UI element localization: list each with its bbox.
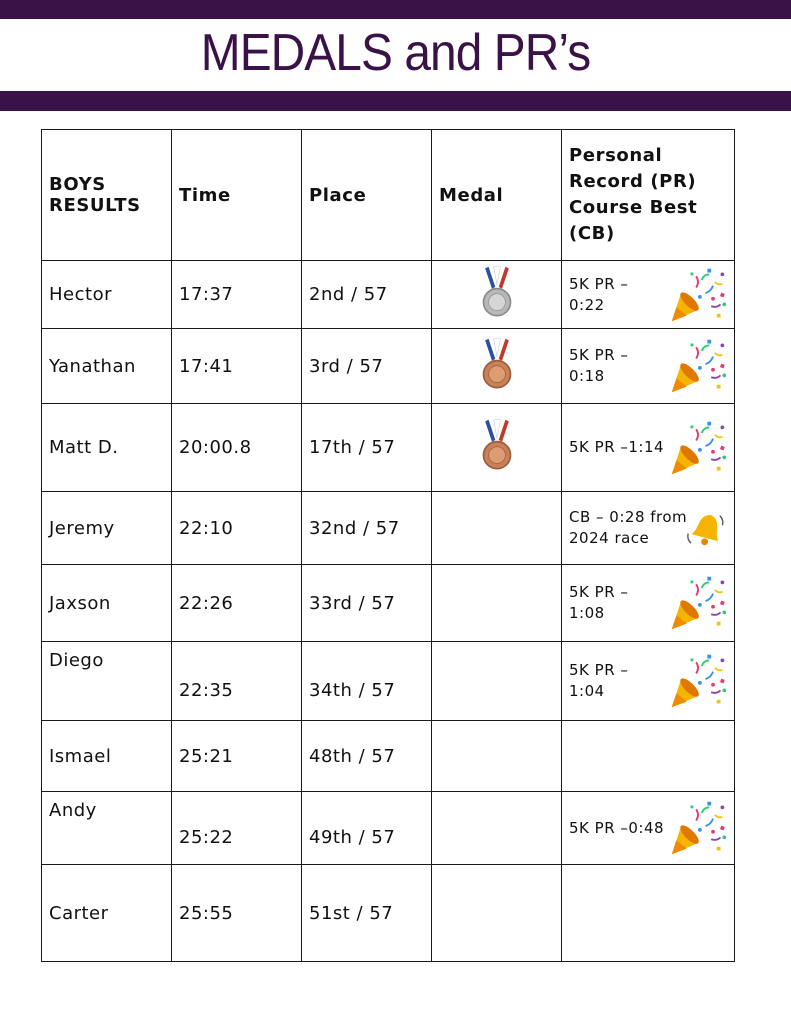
header-row	[42, 130, 735, 261]
table-row	[42, 792, 735, 865]
runner-name: Carter	[42, 865, 172, 962]
pr-cell	[562, 404, 735, 492]
runner-name: Jaxson	[42, 565, 172, 642]
header-time: Time	[172, 130, 302, 261]
runner-time	[172, 642, 302, 721]
bottom-band	[0, 91, 791, 111]
runner-time: 25:21	[172, 721, 302, 792]
medal-cell	[432, 492, 562, 565]
runner-place-text: 49th / 57	[309, 826, 396, 848]
pr-text: 5K PR – 1:08	[569, 583, 629, 622]
runner-place: 3rd / 57	[302, 329, 432, 404]
results-table	[41, 129, 735, 962]
pr-text: 5K PR – 0:22	[569, 274, 629, 314]
table-row	[42, 329, 735, 404]
medal-cell	[432, 792, 562, 865]
bronze-medal-icon	[480, 418, 514, 472]
party-popper-icon	[668, 798, 728, 858]
medal-cell	[432, 565, 562, 642]
runner-place: 51st / 57	[302, 865, 432, 962]
runner-name: Ismael	[42, 721, 172, 792]
runner-name: Hector	[42, 261, 172, 329]
runner-name: Diego	[42, 642, 172, 721]
runner-place: 2nd / 57	[302, 261, 432, 329]
pr-cell	[562, 792, 735, 865]
header-medal: Medal	[432, 130, 562, 261]
medal-cell	[432, 404, 562, 492]
pr-cell	[562, 329, 735, 404]
runner-place: 33rd / 57	[302, 565, 432, 642]
runner-name: Yanathan	[42, 329, 172, 404]
top-band	[0, 0, 791, 19]
table-row	[42, 492, 735, 565]
runner-place: 32nd / 57	[302, 492, 432, 565]
bronze-medal-icon	[480, 337, 514, 391]
party-popper-icon	[668, 651, 728, 711]
pr-text: 5K PR – 1:04	[569, 661, 629, 700]
runner-time	[172, 792, 302, 865]
pr-cell	[562, 492, 735, 565]
pr-text: CB – 0:28 from 2024 race	[569, 508, 688, 547]
runner-time: 17:37	[172, 261, 302, 329]
pr-cell	[562, 721, 735, 792]
medal-cell	[432, 642, 562, 721]
runner-name: Matt D.	[42, 404, 172, 492]
runner-place: 17th / 57	[302, 404, 432, 492]
table-row	[42, 565, 735, 642]
table-row	[42, 865, 735, 962]
party-popper-icon	[668, 265, 728, 325]
pr-text: 5K PR –1:14	[569, 438, 665, 456]
party-popper-icon	[668, 336, 728, 396]
runner-name: Jeremy	[42, 492, 172, 565]
runner-time: 20:00.8	[172, 404, 302, 492]
pr-text: 5K PR – 0:18	[569, 346, 629, 385]
medal-cell	[432, 261, 562, 329]
runner-time: 17:41	[172, 329, 302, 404]
header-place: Place	[302, 130, 432, 261]
runner-time-text: 25:22	[179, 826, 234, 848]
medal-cell	[432, 865, 562, 962]
runner-time: 22:10	[172, 492, 302, 565]
table-row	[42, 721, 735, 792]
silver-medal-icon	[480, 265, 514, 319]
pr-cell	[562, 261, 735, 329]
runner-time: 22:26	[172, 565, 302, 642]
bell-icon	[684, 506, 728, 550]
pr-text: 5K PR –0:48	[569, 818, 665, 837]
header-pr: Personal Record (PR) Course Best (CB)	[562, 130, 735, 261]
medal-cell	[432, 329, 562, 404]
header-boys-results: BOYS RESULTS	[42, 130, 172, 261]
runner-name: Andy	[42, 792, 172, 865]
pr-cell	[562, 565, 735, 642]
runner-place	[302, 792, 432, 865]
runner-time-text: 22:35	[179, 679, 234, 701]
table-row	[42, 642, 735, 721]
runner-place: 48th / 57	[302, 721, 432, 792]
pr-cell	[562, 642, 735, 721]
table-row	[42, 404, 735, 492]
runner-place	[302, 642, 432, 721]
page-title: MEDALS and PR’s	[200, 24, 591, 82]
table-row	[42, 261, 735, 329]
runner-time: 25:55	[172, 865, 302, 962]
party-popper-icon	[668, 573, 728, 633]
pr-cell	[562, 865, 735, 962]
party-popper-icon	[668, 418, 728, 478]
medal-cell	[432, 721, 562, 792]
runner-place-text: 34th / 57	[309, 679, 396, 701]
